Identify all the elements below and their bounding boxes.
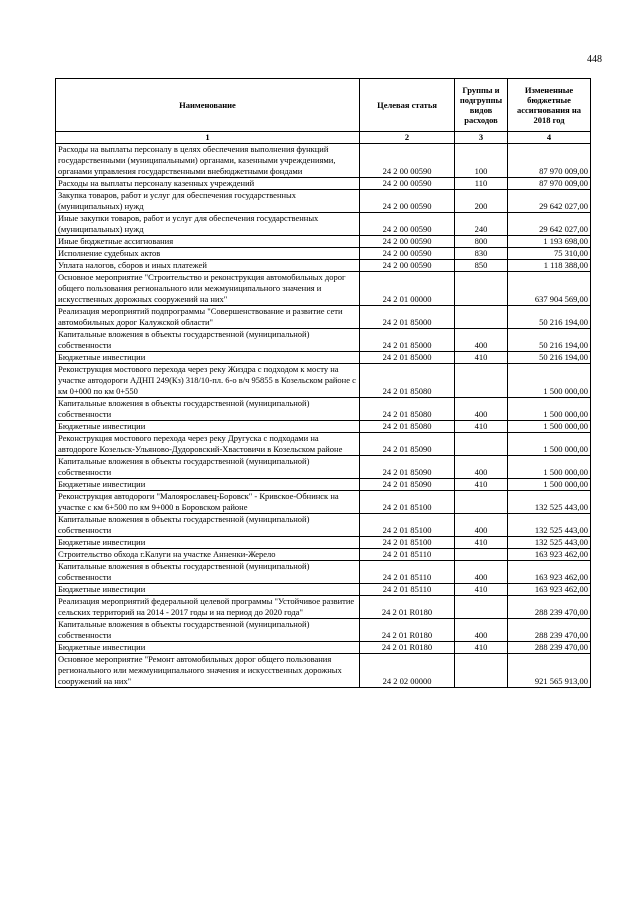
row-code: 24 2 00 00590 xyxy=(360,213,455,236)
row-amount: 132 525 443,00 xyxy=(508,537,591,549)
row-code: 24 2 01 85090 xyxy=(360,433,455,456)
row-group: 410 xyxy=(455,421,508,433)
table-row xyxy=(56,491,591,514)
row-amount: 163 923 462,00 xyxy=(508,584,591,596)
row-code: 24 2 01 00000 xyxy=(360,272,455,306)
row-group xyxy=(455,272,508,306)
table-row xyxy=(56,352,591,364)
row-amount: 1 500 000,00 xyxy=(508,456,591,479)
row-code: 24 2 01 85000 xyxy=(360,352,455,364)
row-name: Капитальные вложения в объекты государственной (муниципальной) собственности xyxy=(56,329,360,352)
row-group: 800 xyxy=(455,236,508,248)
table-row xyxy=(56,584,591,596)
column-number: 3 xyxy=(455,132,508,144)
row-name: Бюджетные инвестиции xyxy=(56,537,360,549)
row-group: 410 xyxy=(455,537,508,549)
row-group xyxy=(455,306,508,329)
row-amount: 1 500 000,00 xyxy=(508,433,591,456)
row-amount: 50 216 194,00 xyxy=(508,306,591,329)
table-row xyxy=(56,596,591,619)
table-row xyxy=(56,178,591,190)
row-group: 400 xyxy=(455,619,508,642)
table-row xyxy=(56,306,591,329)
row-name: Строительство обхода г.Калуги на участке Анненки-Жерело xyxy=(56,549,360,561)
table-row xyxy=(56,433,591,456)
row-name: Капитальные вложения в объекты государственной (муниципальной) собственности xyxy=(56,456,360,479)
row-name: Бюджетные инвестиции xyxy=(56,642,360,654)
row-code: 24 2 00 00590 xyxy=(360,190,455,213)
row-name: Основное мероприятие "Строительство и реконструкция автомобильных дорог общего пользования регионального или межмуниципального значения и искусственных дорожных сооружений на них" xyxy=(56,272,360,306)
row-amount: 29 642 027,00 xyxy=(508,213,591,236)
table-row xyxy=(56,190,591,213)
row-amount: 1 500 000,00 xyxy=(508,421,591,433)
row-group xyxy=(455,433,508,456)
row-amount: 75 310,00 xyxy=(508,248,591,260)
table-row xyxy=(56,456,591,479)
table-row xyxy=(56,549,591,561)
table-row xyxy=(56,213,591,236)
header-name: Наименование xyxy=(56,79,360,132)
row-group: 850 xyxy=(455,260,508,272)
row-amount: 50 216 194,00 xyxy=(508,329,591,352)
row-name: Уплата налогов, сборов и иных платежей xyxy=(56,260,360,272)
row-amount: 87 970 009,00 xyxy=(508,144,591,178)
row-group: 400 xyxy=(455,329,508,352)
row-group: 400 xyxy=(455,398,508,421)
column-number: 4 xyxy=(508,132,591,144)
table-row xyxy=(56,364,591,398)
table-row xyxy=(56,260,591,272)
row-name: Капитальные вложения в объекты государственной (муниципальной) собственности xyxy=(56,619,360,642)
table-row xyxy=(56,236,591,248)
row-amount: 132 525 443,00 xyxy=(508,491,591,514)
table-row xyxy=(56,537,591,549)
row-name: Реконструкция мостового перехода через реку Другуска с подходами на автодороге Козельск-Ульяново-Дудоровский-Хвастовичи в Козельском районе xyxy=(56,433,360,456)
table-row xyxy=(56,514,591,537)
row-name: Капитальные вложения в объекты государственной (муниципальной) собственности xyxy=(56,561,360,584)
row-code: 24 2 01 85000 xyxy=(360,306,455,329)
table-row xyxy=(56,561,591,584)
row-amount: 132 525 443,00 xyxy=(508,514,591,537)
row-amount: 288 239 470,00 xyxy=(508,642,591,654)
header-amount: Измененные бюджетные ассигнования на 2018 год xyxy=(508,79,591,132)
row-amount: 50 216 194,00 xyxy=(508,352,591,364)
row-amount: 921 565 913,00 xyxy=(508,654,591,688)
row-name: Реконструкция мостового перехода через реку Жиздра с подходом к мосту на участке автодороги АДНП 249(Кз) 318/10-пл. 6-о в/ч 95855 в Козельском районе с км 0+000 по км 0+550 xyxy=(56,364,360,398)
row-group xyxy=(455,596,508,619)
row-amount: 288 239 470,00 xyxy=(508,596,591,619)
row-code: 24 2 00 00590 xyxy=(360,178,455,190)
row-group: 110 xyxy=(455,178,508,190)
row-name: Бюджетные инвестиции xyxy=(56,584,360,596)
row-amount: 163 923 462,00 xyxy=(508,561,591,584)
table-row xyxy=(56,642,591,654)
row-amount: 288 239 470,00 xyxy=(508,619,591,642)
row-code: 24 2 01 85110 xyxy=(360,584,455,596)
row-code: 24 2 01 85080 xyxy=(360,421,455,433)
row-amount: 87 970 009,00 xyxy=(508,178,591,190)
row-name: Расходы на выплаты персоналу казенных учреждений xyxy=(56,178,360,190)
row-amount: 1 193 698,00 xyxy=(508,236,591,248)
row-name: Реализация мероприятий федеральной целевой программы "Устойчивое развитие сельских территорий на 2014 - 2017 годы и на период до 2020 года" xyxy=(56,596,360,619)
row-name: Реализация мероприятий подпрограммы "Совершенствование и развитие сети автомобильных дорог Калужской области" xyxy=(56,306,360,329)
row-code: 24 2 01 R0180 xyxy=(360,619,455,642)
table-row xyxy=(56,329,591,352)
table-row xyxy=(56,248,591,260)
budget-table xyxy=(55,78,591,688)
row-group xyxy=(455,549,508,561)
row-code: 24 2 01 85080 xyxy=(360,398,455,421)
column-number: 2 xyxy=(360,132,455,144)
row-code: 24 2 01 85100 xyxy=(360,514,455,537)
row-group: 410 xyxy=(455,352,508,364)
row-code: 24 2 01 85110 xyxy=(360,549,455,561)
row-code: 24 2 02 00000 xyxy=(360,654,455,688)
row-group: 400 xyxy=(455,514,508,537)
page-number: 448 xyxy=(587,54,602,65)
column-number: 1 xyxy=(56,132,360,144)
row-group: 400 xyxy=(455,561,508,584)
row-code: 24 2 01 85000 xyxy=(360,329,455,352)
table-row xyxy=(56,272,591,306)
row-code: 24 2 01 85080 xyxy=(360,364,455,398)
table-row xyxy=(56,144,591,178)
header-row xyxy=(56,79,591,132)
row-group: 830 xyxy=(455,248,508,260)
row-code: 24 2 01 85100 xyxy=(360,537,455,549)
row-code: 24 2 01 85100 xyxy=(360,491,455,514)
row-group: 410 xyxy=(455,479,508,491)
row-name: Реконструкция автодороги "Малоярославец-Боровск" - Кривское-Обнинск на участке с км 6+500 по км 9+000 в Боровском районе xyxy=(56,491,360,514)
row-name: Бюджетные инвестиции xyxy=(56,352,360,364)
row-name: Капитальные вложения в объекты государственной (муниципальной) собственности xyxy=(56,514,360,537)
row-name: Капитальные вложения в объекты государственной (муниципальной) собственности xyxy=(56,398,360,421)
table-row xyxy=(56,619,591,642)
row-group xyxy=(455,654,508,688)
row-code: 24 2 00 00590 xyxy=(360,144,455,178)
row-code: 24 2 01 85090 xyxy=(360,479,455,491)
row-code: 24 2 01 R0180 xyxy=(360,642,455,654)
row-amount: 163 923 462,00 xyxy=(508,549,591,561)
row-code: 24 2 00 00590 xyxy=(360,260,455,272)
row-name: Иные бюджетные ассигнования xyxy=(56,236,360,248)
row-amount: 1 500 000,00 xyxy=(508,364,591,398)
row-code: 24 2 00 00590 xyxy=(360,236,455,248)
row-group: 410 xyxy=(455,584,508,596)
header-group: Группы и подгруппы видов расходов xyxy=(455,79,508,132)
row-group xyxy=(455,491,508,514)
row-group: 410 xyxy=(455,642,508,654)
row-code: 24 2 01 85090 xyxy=(360,456,455,479)
row-amount: 1 118 388,00 xyxy=(508,260,591,272)
row-code: 24 2 01 85110 xyxy=(360,561,455,584)
row-name: Бюджетные инвестиции xyxy=(56,479,360,491)
row-code: 24 2 01 R0180 xyxy=(360,596,455,619)
row-group xyxy=(455,364,508,398)
row-name: Исполнение судебных актов xyxy=(56,248,360,260)
row-name: Закупка товаров, работ и услуг для обеспечения государственных (муниципальных) нужд xyxy=(56,190,360,213)
row-name: Иные закупки товаров, работ и услуг для обеспечения государственных (муниципальных) нужд xyxy=(56,213,360,236)
row-amount: 29 642 027,00 xyxy=(508,190,591,213)
row-group: 100 xyxy=(455,144,508,178)
row-group: 200 xyxy=(455,190,508,213)
table-row xyxy=(56,398,591,421)
row-name: Основное мероприятие "Ремонт автомобильных дорог общего пользования регионального или межмуниципального значения и искусственных дорожных сооружений на них" xyxy=(56,654,360,688)
column-number-row xyxy=(56,132,591,144)
row-group: 400 xyxy=(455,456,508,479)
table-row xyxy=(56,479,591,491)
row-name: Расходы на выплаты персоналу в целях обеспечения выполнения функций государственными (муниципальными) органами, казенными учреждениями, органами управления государственными внебюджетными фондами xyxy=(56,144,360,178)
table-row xyxy=(56,421,591,433)
row-amount: 637 904 569,00 xyxy=(508,272,591,306)
header-code: Целевая статья xyxy=(360,79,455,132)
row-group: 240 xyxy=(455,213,508,236)
row-amount: 1 500 000,00 xyxy=(508,479,591,491)
row-name: Бюджетные инвестиции xyxy=(56,421,360,433)
row-code: 24 2 00 00590 xyxy=(360,248,455,260)
table-row xyxy=(56,654,591,688)
row-amount: 1 500 000,00 xyxy=(508,398,591,421)
